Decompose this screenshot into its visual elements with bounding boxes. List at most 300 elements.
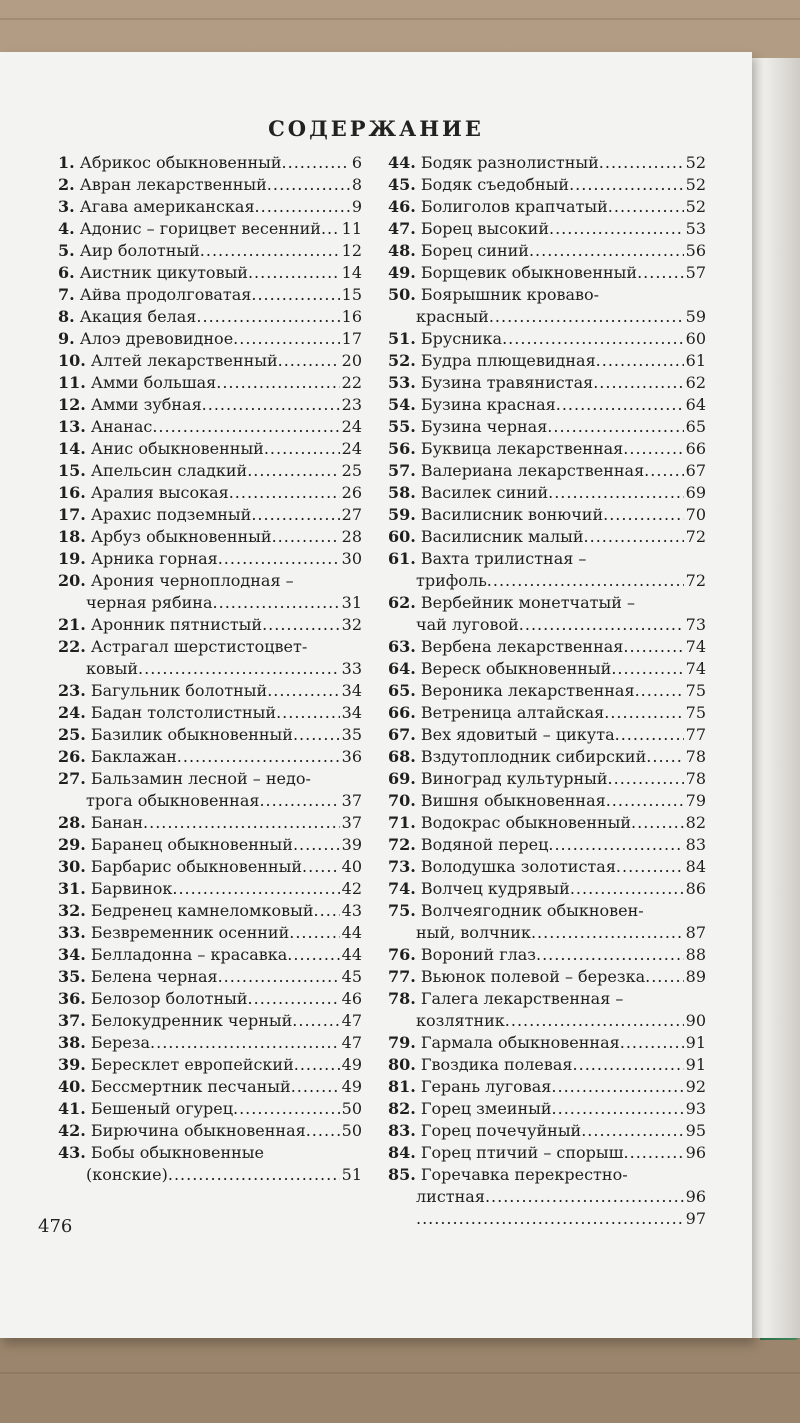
- toc-entry-line: [388, 174, 706, 196]
- toc-entry-title: Виноград культурный: [420, 769, 608, 788]
- toc-entry: [58, 1076, 362, 1098]
- toc-entry: [388, 856, 706, 878]
- toc-entry-title: Банан: [90, 813, 144, 832]
- leader-dots: [573, 1054, 684, 1076]
- toc-entry-line: [388, 482, 706, 504]
- toc-entry-line: [58, 262, 362, 284]
- toc-entry-number: 43.: [58, 1143, 86, 1162]
- toc-entry: [58, 724, 362, 746]
- leader-dots: [593, 372, 683, 394]
- toc-entry-line: [58, 1076, 362, 1098]
- toc-entry: [58, 966, 362, 988]
- toc-entry-page: 72: [685, 571, 706, 590]
- toc-entry-page: 96: [685, 1187, 706, 1206]
- toc-entry-title: Авран лекарственный: [79, 175, 267, 194]
- leader-dots: [213, 592, 340, 614]
- toc-entry: [388, 482, 706, 504]
- toc-entry-page: 88: [685, 945, 706, 964]
- leader-dots: [620, 1032, 684, 1054]
- toc-entry-line: [58, 174, 362, 196]
- toc-entry-title: Горец змеиный: [420, 1099, 552, 1118]
- toc-entry-page: 53: [685, 219, 706, 238]
- toc-entry-page: 77: [685, 725, 706, 744]
- toc-entry-page: 86: [685, 879, 706, 898]
- toc-entry-page: 6: [351, 153, 362, 172]
- toc-entry-title: Бодяк съедобный: [420, 175, 570, 194]
- toc-entry-page: 78: [685, 747, 706, 766]
- toc-entry-page: 49: [341, 1055, 362, 1074]
- toc-entry-title: (конские): [86, 1165, 168, 1184]
- toc-entry-line: [58, 240, 362, 262]
- toc-entry-number: 29.: [58, 835, 86, 854]
- leader-dots: [168, 1164, 340, 1186]
- toc-entry-title: Вероника лекарственная: [420, 681, 635, 700]
- toc-entry: [388, 900, 706, 944]
- toc-entry-number: 63.: [388, 637, 416, 656]
- leader-dots: [152, 416, 339, 438]
- toc-entry-page: 72: [685, 527, 706, 546]
- toc-entry-title: Амми зубная: [90, 395, 202, 414]
- toc-entry-title: Бирючина обыкновенная: [90, 1121, 306, 1140]
- toc-entry-number: 72.: [388, 835, 416, 854]
- leader-dots: [276, 702, 340, 724]
- toc-entry-number: 67.: [388, 725, 416, 744]
- toc-entry-line: [388, 526, 706, 548]
- toc-entry-page: 59: [685, 307, 706, 326]
- toc-entry-page: 50: [341, 1121, 362, 1140]
- toc-entry-continuation: [388, 1010, 706, 1032]
- toc-entry-title: Ветреница алтайская: [420, 703, 605, 722]
- toc-entry-title: Астрагал шерстистоцвет-: [90, 637, 308, 656]
- toc-entry-number: 18.: [58, 527, 86, 546]
- toc-entry-number: 70.: [388, 791, 416, 810]
- toc-entry-line: [58, 834, 362, 856]
- leader-dots: [278, 350, 340, 372]
- toc-entry-page: 23: [341, 395, 362, 414]
- toc-entry-page: 28: [341, 527, 362, 546]
- toc-entry-line: [58, 526, 362, 548]
- toc-entry-line: [58, 900, 362, 922]
- leader-dots: [251, 284, 339, 306]
- toc-entry-number: 26.: [58, 747, 86, 766]
- toc-entry: [58, 1142, 362, 1186]
- toc-entry: [58, 878, 362, 900]
- leader-dots: [608, 196, 684, 218]
- toc-entry-line: [388, 262, 706, 284]
- toc-entry-title: Бадан толстолистный: [90, 703, 277, 722]
- toc-entry-line: [58, 702, 362, 724]
- toc-entry: [388, 262, 706, 284]
- toc-entry-line: [388, 394, 706, 416]
- toc-entry-page: 15: [341, 285, 362, 304]
- toc-entry: [388, 504, 706, 526]
- toc-entry-line: [388, 548, 706, 570]
- toc-entry-page: 64: [685, 395, 706, 414]
- toc-entry-line: [58, 504, 362, 526]
- toc-entry: [58, 482, 362, 504]
- toc-entry-title: Борец синий: [420, 241, 529, 260]
- toc-entry: [388, 394, 706, 416]
- toc-entry-title: Айва продолговатая: [79, 285, 252, 304]
- toc-entry-number: 12.: [58, 395, 86, 414]
- toc-entry-page: 60: [685, 329, 706, 348]
- toc-entry-title: Вех ядовитый – цикута: [420, 725, 615, 744]
- toc-entry-page: 40: [341, 857, 362, 876]
- toc-entry-page: 17: [341, 329, 362, 348]
- leader-dots: [218, 966, 340, 988]
- toc-entry-page: 31: [341, 593, 362, 612]
- leader-dots: [150, 1032, 340, 1054]
- leader-dots: [489, 306, 684, 328]
- toc-entry: [388, 812, 706, 834]
- toc-entry-line: [388, 592, 706, 614]
- toc-entry-title: Абрикос обыкновенный: [79, 153, 282, 172]
- toc-entry: [388, 724, 706, 746]
- toc-entry-title: Аир болотный: [79, 241, 200, 260]
- toc-entry-number: 2.: [58, 175, 75, 194]
- toc-entry: [58, 1032, 362, 1054]
- toc-entry-number: 28.: [58, 813, 86, 832]
- toc-entry-title: Галега лекарственная –: [420, 989, 624, 1008]
- toc-entry-line: [58, 306, 362, 328]
- leader-dots: [502, 328, 684, 350]
- leader-dots: [289, 922, 339, 944]
- toc-entry-number: 61.: [388, 549, 416, 568]
- toc-entry-line: [58, 218, 362, 240]
- toc-entry-title: Горец птичий – спорыш: [420, 1143, 624, 1162]
- toc-entry-number: 13.: [58, 417, 86, 436]
- toc-entry-title: Алоэ древовидное: [79, 329, 234, 348]
- toc-entry-page: 25: [341, 461, 362, 480]
- toc-entry-title: Бузина травянистая: [420, 373, 594, 392]
- leader-dots: [616, 856, 684, 878]
- leader-dots: [608, 768, 684, 790]
- leader-dots: [267, 174, 350, 196]
- toc-entry: [388, 1054, 706, 1076]
- leader-dots: [624, 1142, 684, 1164]
- toc-entry-line: [388, 1120, 706, 1142]
- toc-entry-number: 48.: [388, 241, 416, 260]
- toc-entry-page: 84: [685, 857, 706, 876]
- toc-entry-page: 87: [685, 923, 706, 942]
- toc-entry-number: 42.: [58, 1121, 86, 1140]
- toc-entry-title: Бобы обыкновенные: [90, 1143, 264, 1162]
- leader-dots: [603, 504, 684, 526]
- toc-entry-line: [58, 372, 362, 394]
- leader-dots: [229, 482, 340, 504]
- toc-entry-title: Багульник болотный: [90, 681, 268, 700]
- toc-entry: [58, 1098, 362, 1120]
- leader-dots: [645, 966, 684, 988]
- toc-entry-line: [388, 724, 706, 746]
- toc-entry-line: [388, 1142, 706, 1164]
- toc-entry-continuation: [388, 306, 706, 328]
- toc-entry-title: Гармала обыкновенная: [420, 1033, 620, 1052]
- toc-entry-title: Апельсин сладкий: [90, 461, 248, 480]
- toc-entry-title: Береза: [90, 1033, 151, 1052]
- toc-entry: [388, 944, 706, 966]
- toc-entry: [58, 350, 362, 372]
- toc-entry: [388, 196, 706, 218]
- leader-dots: [247, 460, 339, 482]
- toc-entry-number: 35.: [58, 967, 86, 986]
- toc-entry: [58, 812, 362, 834]
- toc-entry-page: 45: [341, 967, 362, 986]
- toc-entry-number: 47.: [388, 219, 416, 238]
- toc-column-right: [388, 152, 706, 1230]
- toc-entry-line: [388, 746, 706, 768]
- toc-entry-line: [58, 1098, 362, 1120]
- leader-dots: [606, 790, 684, 812]
- toc-entry-line: [58, 768, 362, 790]
- toc-entry-line: [58, 570, 362, 592]
- toc-entry-line: [58, 856, 362, 878]
- toc-entry: [58, 504, 362, 526]
- toc-entry: [58, 636, 362, 680]
- toc-entry-line: [388, 768, 706, 790]
- toc-entry-line: [388, 988, 706, 1010]
- toc-entry-page: 75: [685, 703, 706, 722]
- book-page: [0, 52, 752, 1338]
- leader-dots: [623, 636, 683, 658]
- toc-entry-title: Белена черная: [90, 967, 218, 986]
- toc-column-left: [58, 152, 362, 1186]
- toc-entry: [58, 218, 362, 240]
- toc-entry: [58, 372, 362, 394]
- toc-entry-title: Аралия высокая: [90, 483, 229, 502]
- toc-entry-title: Брусника: [420, 329, 503, 348]
- toc-entry-title: Арахис подземный: [90, 505, 252, 524]
- toc-entry: [388, 526, 706, 548]
- leader-dots: [200, 240, 340, 262]
- toc-entry: [388, 1142, 706, 1164]
- toc-entry-title: Акация белая: [79, 307, 197, 326]
- toc-entry-line: [58, 350, 362, 372]
- toc-entry-page: 39: [341, 835, 362, 854]
- toc-entry-page: 82: [685, 813, 706, 832]
- toc-entry-continuation: [388, 570, 706, 592]
- toc-entry: [388, 174, 706, 196]
- toc-entry-page: 49: [341, 1077, 362, 1096]
- leader-dots: [548, 482, 684, 504]
- toc-entry-page: 42: [341, 879, 362, 898]
- toc-entry-line: [388, 900, 706, 922]
- toc-entry: [388, 1120, 706, 1142]
- toc-entry-title: Амми большая: [90, 373, 217, 392]
- toc-entry-page: 11: [341, 219, 362, 238]
- toc-entry-line: [58, 328, 362, 350]
- toc-entry-page: 79: [685, 791, 706, 810]
- toc-entry-title: Агава американская: [79, 197, 255, 216]
- toc-entry-number: 49.: [388, 263, 416, 282]
- toc-entry-line: [58, 196, 362, 218]
- toc-entry-number: 75.: [388, 901, 416, 920]
- toc-entry-page: 33: [341, 659, 362, 678]
- toc-entry-number: 5.: [58, 241, 75, 260]
- toc-entry: [58, 856, 362, 878]
- toc-entry: [58, 328, 362, 350]
- toc-entry-title: Алтей лекарственный: [90, 351, 278, 370]
- toc-entry: [388, 1098, 706, 1120]
- toc-entry-number: 37.: [58, 1011, 86, 1030]
- toc-entry-number: 62.: [388, 593, 416, 612]
- toc-entry: [388, 240, 706, 262]
- toc-entry-page: 8: [351, 175, 362, 194]
- toc-entry-number: 74.: [388, 879, 416, 898]
- toc-entry-page: 65: [685, 417, 706, 436]
- toc-entry-number: 58.: [388, 483, 416, 502]
- toc-entry: [58, 548, 362, 570]
- toc-entry: [388, 658, 706, 680]
- toc-entry: [58, 900, 362, 922]
- toc-entry-page: 74: [685, 659, 706, 678]
- toc-entry-title: Анис обыкновенный: [90, 439, 264, 458]
- toc-entry-continuation: [388, 614, 706, 636]
- toc-entry-title: красный: [416, 307, 489, 326]
- toc-entry: [388, 548, 706, 592]
- toc-entry-page: 52: [685, 175, 706, 194]
- toc-entry-number: 3.: [58, 197, 75, 216]
- toc-entry-page: 73: [685, 615, 706, 634]
- toc-entry-page: 24: [341, 439, 362, 458]
- toc-entry-continuation: [388, 1208, 706, 1230]
- leader-dots: [264, 438, 340, 460]
- toc-entry-number: 50.: [388, 285, 416, 304]
- leader-dots: [556, 394, 684, 416]
- toc-entry-title: Василек синий: [420, 483, 549, 502]
- leader-dots: [233, 1098, 340, 1120]
- leader-dots: [251, 504, 339, 526]
- toc-entry-line: [58, 438, 362, 460]
- page-number: 476: [38, 1216, 73, 1237]
- toc-entry: [388, 790, 706, 812]
- toc-entry: [58, 460, 362, 482]
- toc-entry-line: [58, 416, 362, 438]
- toc-entry: [58, 438, 362, 460]
- leader-dots: [548, 834, 683, 856]
- toc-entry-line: [58, 1032, 362, 1054]
- leader-dots: [314, 900, 340, 922]
- leader-dots: [143, 812, 340, 834]
- toc-entry-page: 34: [341, 681, 362, 700]
- toc-entry-title: Баранец обыкновенный: [90, 835, 293, 854]
- toc-entry-number: 22.: [58, 637, 86, 656]
- toc-entry-number: 36.: [58, 989, 86, 1008]
- toc-entry-number: 7.: [58, 285, 75, 304]
- toc-entry: [58, 614, 362, 636]
- toc-entry-number: 66.: [388, 703, 416, 722]
- toc-entry-title: Вьюнок полевой – березка: [420, 967, 646, 986]
- toc-entry-number: 52.: [388, 351, 416, 370]
- toc-entry-page: 95: [685, 1121, 706, 1140]
- toc-entry-title: Бузина черная: [420, 417, 548, 436]
- toc-entry-title: Володушка золотистая: [420, 857, 616, 876]
- toc-entry-page: 91: [685, 1033, 706, 1052]
- toc-entry-title: Арбуз обыкновенный: [90, 527, 272, 546]
- toc-entry-line: [388, 1032, 706, 1054]
- leader-dots: [233, 328, 339, 350]
- toc-entry-number: 31.: [58, 879, 86, 898]
- toc-entry-line: [58, 680, 362, 702]
- toc-entry-page: 35: [341, 725, 362, 744]
- toc-entry-number: 4.: [58, 219, 75, 238]
- toc-entry-line: [58, 394, 362, 416]
- leader-dots: [196, 306, 339, 328]
- toc-entry: [58, 702, 362, 724]
- toc-entry-continuation: [58, 790, 362, 812]
- toc-entry: [388, 416, 706, 438]
- leader-dots: [294, 1054, 340, 1076]
- toc-entry-line: [58, 152, 362, 174]
- leader-dots: [569, 174, 684, 196]
- toc-entry-title: Арника горная: [90, 549, 218, 568]
- toc-entry-page: 50: [341, 1099, 362, 1118]
- leader-dots: [505, 1010, 684, 1032]
- toc-entry-page: 27: [341, 505, 362, 524]
- toc-entry-line: [58, 1120, 362, 1142]
- toc-entry-title: Бедренец камнеломковый: [90, 901, 314, 920]
- leader-dots: [549, 218, 684, 240]
- toc-entry-title: Баклажан: [90, 747, 177, 766]
- toc-entry-number: 40.: [58, 1077, 86, 1096]
- toc-entry-continuation: [58, 1164, 362, 1186]
- toc-entry-number: 32.: [58, 901, 86, 920]
- toc-entry-page: 47: [341, 1033, 362, 1052]
- toc-entry-number: 44.: [388, 153, 416, 172]
- toc-entry-line: [388, 196, 706, 218]
- toc-entry: [58, 922, 362, 944]
- toc-entry-title: Будра плющевидная: [420, 351, 596, 370]
- toc-entry-number: 17.: [58, 505, 86, 524]
- toc-entry-page: 51: [341, 1165, 362, 1184]
- toc-entry: [58, 680, 362, 702]
- toc-entry-title: Водяной перец: [420, 835, 549, 854]
- toc-entry: [388, 1164, 706, 1208]
- toc-entry-line: [58, 284, 362, 306]
- toc-entry-number: 33.: [58, 923, 86, 942]
- toc-entry: [58, 570, 362, 614]
- toc-entry-page: 12: [341, 241, 362, 260]
- toc-entry: [388, 746, 706, 768]
- toc-entry: [388, 152, 706, 174]
- leader-dots: [637, 262, 684, 284]
- toc-entry-number: 79.: [388, 1033, 416, 1052]
- toc-entry-line: [58, 482, 362, 504]
- toc-entry-page: 44: [341, 945, 362, 964]
- toc-entry-number: 77.: [388, 967, 416, 986]
- toc-entry-page: 52: [685, 197, 706, 216]
- toc-entry-title: Герань луговая: [420, 1077, 552, 1096]
- leader-dots: [138, 658, 340, 680]
- toc-entry-title: Безвременник осенний: [90, 923, 290, 942]
- toc-entry: [58, 240, 362, 262]
- toc-entry: [388, 966, 706, 988]
- toc-entry-number: 51.: [388, 329, 416, 348]
- toc-entry-page: 97: [685, 1209, 706, 1228]
- toc-entry-title: Бузина красная: [420, 395, 556, 414]
- leader-dots: [615, 724, 684, 746]
- toc-entry-page: 93: [685, 1099, 706, 1118]
- toc-entry-line: [58, 460, 362, 482]
- toc-entry: [388, 218, 706, 240]
- leader-dots: [487, 570, 684, 592]
- leader-dots: [202, 394, 340, 416]
- toc-entry-line: [388, 1054, 706, 1076]
- toc-entry-title: Вороний глаз: [420, 945, 536, 964]
- toc-entry-line: [388, 636, 706, 658]
- toc-entry-title: Волчец кудрявый: [420, 879, 570, 898]
- toc-entry: [58, 944, 362, 966]
